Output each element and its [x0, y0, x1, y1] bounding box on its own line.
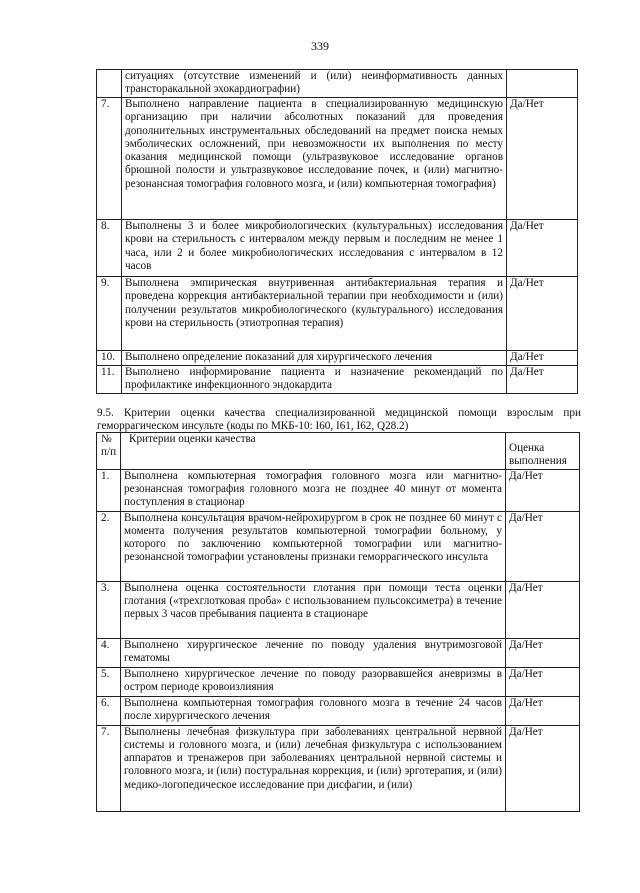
table-row	[97, 667, 580, 696]
row-number: 7.	[97, 98, 122, 220]
table-row	[97, 638, 580, 667]
header-result: Оценка выполнения	[506, 433, 580, 470]
section-title: 9.5. Критерии оценки качества специализированной медицинской помощи взрослым при геморрагическом инсульте (коды по МКБ-10: I60, I61, I62, Q28.2)	[97, 407, 581, 433]
table-header-row	[97, 433, 580, 470]
table-row	[97, 469, 580, 511]
row-number: 11.	[97, 366, 122, 394]
table-row	[97, 696, 580, 725]
table-row	[97, 277, 578, 351]
criterion-text: Выполнены 3 и более микробиологических (культуральных) исследования крови на стерильность с интервалом между первым и последним не менее 1 часа, или 2 и более микробиологических исследования с интервалом в 12 часов	[122, 220, 507, 277]
criterion-text: Выполнена эмпирическая внутривенная антибактериальная терапия и проведена коррекция антибактериальной терапии при необходимости и (или) получении результатов микробиологического (культурального) исследования крови на стерильность (этиотропная терапия)	[122, 277, 507, 351]
table-row	[97, 366, 578, 394]
row-number: 1.	[97, 469, 121, 511]
criterion-text: Выполнено информирование пациента и назначение рекомендаций по профилактике инфекционного эндокардита	[122, 366, 507, 394]
criterion-result: Да/Нет	[506, 638, 580, 667]
criterion-result: Да/Нет	[506, 696, 580, 725]
criterion-text: Выполнена оценка состоятельности глотания при помощи теста оценки глотания («трехглотковая проба» с использованием пульсоксиметра) в течение первых 3 часов пребывания пациента в стационаре	[121, 581, 506, 638]
row-number: 6.	[97, 696, 121, 725]
table-row	[97, 351, 578, 366]
criterion-text: ситуациях (отсутствие изменений и (или) неинформативность данных трансторакальной эхокардиографии)	[122, 70, 507, 98]
criterion-result: Да/Нет	[507, 220, 578, 277]
criterion-result: Да/Нет	[506, 725, 580, 811]
row-number	[97, 70, 122, 98]
criterion-result: Да/Нет	[506, 511, 580, 581]
row-number: 3.	[97, 581, 121, 638]
criterion-text: Выполнено определение показаний для хирургического лечения	[122, 351, 507, 366]
criterion-result: Да/Нет	[506, 581, 580, 638]
table-row	[97, 581, 580, 638]
criterion-result: Да/Нет	[506, 469, 580, 511]
criteria-table	[96, 432, 580, 812]
header-number: № п/п	[97, 433, 121, 470]
header-criteria: Критерии оценки качества	[121, 433, 506, 470]
criterion-result: Да/Нет	[507, 98, 578, 220]
table-row	[97, 98, 578, 220]
criterion-result: Да/Нет	[506, 667, 580, 696]
criterion-text: Выполнена компьютерная томография головного мозга или магнитно-резонансная томография головного мозга не позднее 40 минут от момента поступления в стационар	[121, 469, 506, 511]
criteria-table-continued	[96, 69, 578, 394]
table-row	[97, 220, 578, 277]
row-number: 5.	[97, 667, 121, 696]
row-number: 7.	[97, 725, 121, 811]
criterion-text: Выполнено хирургическое лечение по поводу удаления внутримозговой гематомы	[121, 638, 506, 667]
page-number: 339	[311, 39, 329, 53]
table-row	[97, 725, 580, 811]
row-number: 2.	[97, 511, 121, 581]
table-row	[97, 511, 580, 581]
row-number: 8.	[97, 220, 122, 277]
criterion-text: Выполнено направление пациента в специализированную медицинскую организацию при наличии абсолютных показаний для проведения дополнительных инструментальных обследований на предмет поиска немых эмболических осложнений, при невозможности их выполнения по месту оказания медицинской помощи (ультразвуковое исследование органов брюшной полости и ультразвуковое исследование почек, и (или) магнитно-резонансная томография головного мозга, и (или) компьютерная томография)	[122, 98, 507, 220]
criterion-result: Да/Нет	[507, 366, 578, 394]
criterion-text: Выполнено хирургическое лечение по поводу разорвавшейся аневризмы в остром периоде кровоизлияния	[121, 667, 506, 696]
table-row	[97, 70, 578, 98]
criterion-text: Выполнена компьютерная томография головного мозга в течение 24 часов после хирургического лечения	[121, 696, 506, 725]
row-number: 4.	[97, 638, 121, 667]
row-number: 9.	[97, 277, 122, 351]
criterion-result	[507, 70, 578, 98]
criterion-text: Выполнены лечебная физкультура при заболеваниях центральной нервной системы и головного мозга, и (или) лечебная физкультура с использованием аппаратов и тренажеров при заболеваниях центральной нервной системы и головного мозга, и (или) постуральная коррекция, и (или) эрготерапия, и (или) медико-логопедическое исследование при дисфагии, и (или)	[121, 725, 506, 811]
criterion-text: Выполнена консультация врачом-нейрохирургом в срок не позднее 60 минут с момента получения результатов компьютерной томографии больному, у которого по заключению компьютерной томографии или магнитно-резонансной томографии установлены признаки геморрагического инсульта	[121, 511, 506, 581]
criterion-result: Да/Нет	[507, 277, 578, 351]
criterion-result: Да/Нет	[507, 351, 578, 366]
row-number: 10.	[97, 351, 122, 366]
